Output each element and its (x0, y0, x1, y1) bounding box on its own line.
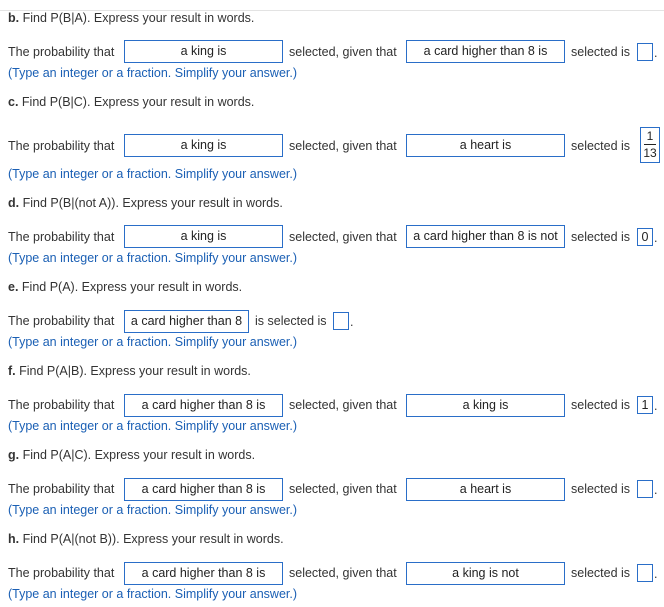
part-e-is-selected-is-text: is selected is (255, 314, 327, 328)
part-c-answer-fraction-input[interactable] (640, 127, 660, 163)
part-f-hint: (Type an integer or a fraction. Simplify your answer.) (8, 419, 298, 433)
part-g-answer-input[interactable] (637, 480, 653, 498)
part-g-given-text: selected, given that (289, 482, 397, 496)
part-c-event1-dropdown[interactable]: a king is (124, 134, 283, 157)
part-c-selected-is-text: selected is (571, 139, 631, 153)
part-e-answer-input[interactable] (333, 312, 349, 330)
part-b-event1-dropdown[interactable]: a king is (124, 40, 283, 63)
part-f-instruction: Find P(A|B). Express your result in words. (15, 364, 251, 378)
part-e-label: e. (8, 280, 19, 294)
part-b-heading (8, 11, 254, 25)
part-g-heading (8, 448, 255, 462)
part-d-label: d. (8, 196, 20, 210)
part-g-label: g. (8, 448, 20, 462)
part-h-selected-is-text: selected is (571, 566, 631, 580)
part-d-heading (8, 196, 283, 210)
part-c-label: c. (8, 95, 19, 109)
part-e-event1-dropdown[interactable]: a card higher than 8 (124, 310, 249, 333)
part-c-instruction: Find P(B|C). Express your result in words. (18, 95, 255, 109)
part-d-answer-input[interactable]: 0 (637, 228, 653, 246)
part-e-period: . (350, 315, 354, 329)
part-e-heading (8, 280, 242, 294)
part-h-instruction: Find P(A|(not B)). Express your result in words. (19, 532, 284, 546)
part-c-answer-denominator: 13 (643, 146, 657, 160)
part-b-given-text: selected, given that (289, 45, 397, 59)
part-h-label: h. (8, 532, 20, 546)
part-b-period: . (654, 46, 658, 60)
part-c-event2-dropdown[interactable]: a heart is (406, 134, 565, 157)
part-h-given-text: selected, given that (289, 566, 397, 580)
part-c-hint: (Type an integer or a fraction. Simplify your answer.) (8, 167, 298, 181)
part-g-selected-is-text: selected is (571, 482, 631, 496)
part-g-event1-dropdown[interactable]: a card higher than 8 is (124, 478, 283, 501)
part-c-answer-numerator: 1 (646, 129, 654, 143)
part-f-selected-is-text: selected is (571, 398, 631, 412)
part-d-period: . (654, 231, 658, 245)
part-e-hint: (Type an integer or a fraction. Simplify your answer.) (8, 335, 298, 349)
part-b-lead-text: The probability that (8, 45, 115, 59)
part-h-event1-dropdown[interactable]: a card higher than 8 is (124, 562, 283, 585)
part-h-period: . (654, 567, 658, 581)
part-g-instruction: Find P(A|C). Express your result in words. (19, 448, 256, 462)
part-h-lead-text: The probability that (8, 566, 115, 580)
part-f-answer-input[interactable]: 1 (637, 396, 653, 414)
part-f-given-text: selected, given that (289, 398, 397, 412)
part-h-heading (8, 532, 284, 546)
part-b-instruction: Find P(B|A). Express your result in words. (19, 11, 255, 25)
part-b-label: b. (8, 11, 20, 25)
part-d-event2-dropdown[interactable]: a card higher than 8 is not (406, 225, 565, 248)
part-c-lead-text: The probability that (8, 139, 115, 153)
part-e-lead-text: The probability that (8, 314, 115, 328)
part-d-event1-dropdown[interactable]: a king is (124, 225, 283, 248)
part-f-lead-text: The probability that (8, 398, 115, 412)
part-g-event2-dropdown[interactable]: a heart is (406, 478, 565, 501)
part-d-hint: (Type an integer or a fraction. Simplify your answer.) (8, 251, 298, 265)
part-f-heading (8, 364, 251, 378)
part-d-given-text: selected, given that (289, 230, 397, 244)
part-c-given-text: selected, given that (289, 139, 397, 153)
part-d-instruction: Find P(B|(not A)). Express your result in words. (19, 196, 283, 210)
part-b-answer-input[interactable] (637, 43, 653, 61)
part-f-period: . (654, 399, 658, 413)
part-g-hint: (Type an integer or a fraction. Simplify your answer.) (8, 503, 298, 517)
part-d-lead-text: The probability that (8, 230, 115, 244)
part-h-hint: (Type an integer or a fraction. Simplify your answer.) (8, 587, 298, 601)
part-d-selected-is-text: selected is (571, 230, 631, 244)
part-g-period: . (654, 483, 658, 497)
part-f-label: f. (8, 364, 16, 378)
part-f-event1-dropdown[interactable]: a card higher than 8 is (124, 394, 283, 417)
part-b-hint: (Type an integer or a fraction. Simplify your answer.) (8, 66, 298, 80)
part-c-heading (8, 95, 254, 109)
part-b-event2-dropdown[interactable]: a card higher than 8 is (406, 40, 565, 63)
part-e-instruction: Find P(A). Express your result in words. (18, 280, 243, 294)
part-h-answer-input[interactable] (637, 564, 653, 582)
part-g-lead-text: The probability that (8, 482, 115, 496)
part-f-event2-dropdown[interactable]: a king is (406, 394, 565, 417)
part-h-event2-dropdown[interactable]: a king is not (406, 562, 565, 585)
part-b-selected-is-text: selected is (571, 45, 631, 59)
